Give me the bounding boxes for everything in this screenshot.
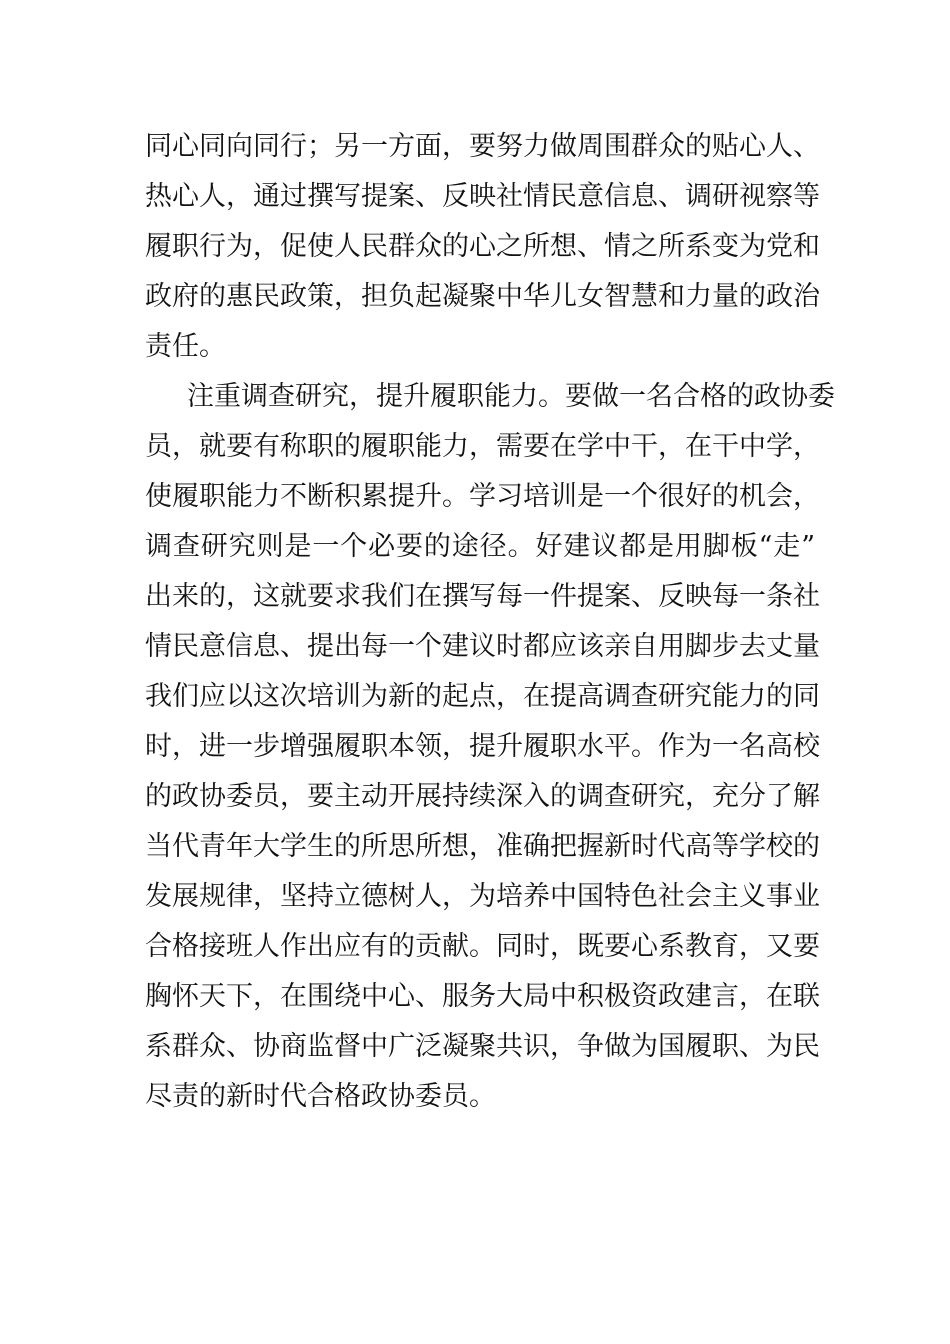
text-line: 的政协委员，要主动开展持续深入的调查研究，充分了解 (145, 781, 820, 812)
text-line: 履职行为，促使人民群众的心之所想、情之所系变为党和 (145, 231, 820, 262)
text-line: 发展规律，坚持立德树人，为培养中国特色社会主义事业 (145, 881, 820, 912)
text-line: 尽责的新时代合格政协委员。 (145, 1081, 496, 1112)
text-line: 胸怀天下，在围绕中心、服务大局中积极资政建言，在联 (145, 981, 820, 1012)
text-line: 政府的惠民政策，担负起凝聚中华儿女智慧和力量的政治 (145, 281, 820, 312)
text-line: 热心人，通过撰写提案、反映社情民意信息、调研视察等 (145, 181, 820, 212)
text-line: 同心同向同行；另一方面，要努力做周围群众的贴心人、 (145, 131, 820, 162)
text-line: 时，进一步增强履职本领，提升履职水平。作为一名高校 (145, 731, 820, 762)
text-line: 调查研究则是一个必要的途径。好建议都是用脚板“走” (145, 531, 815, 562)
text-line: 我们应以这次培训为新的起点，在提高调查研究能力的同 (145, 681, 820, 712)
paragraph-first-line: 注重调查研究，提升履职能力。要做一名合格的政协委 (187, 381, 835, 412)
text-line: 合格接班人作出应有的贡献。同时，既要心系教育，又要 (145, 931, 820, 962)
text-line: 员，就要有称职的履职能力，需要在学中干，在干中学， (145, 431, 820, 462)
text-line: 情民意信息、提出每一个建议时都应该亲自用脚步去丈量 (145, 631, 820, 662)
text-line: 当代青年大学生的所思所想，准确把握新时代高等学校的 (145, 831, 820, 862)
body-text (145, 122, 835, 1122)
text-line: 系群众、协商监督中广泛凝聚共识，争做为国履职、为民 (145, 1031, 820, 1062)
text-line: 出来的，这就要求我们在撰写每一件提案、反映每一条社 (145, 581, 820, 612)
text-line: 使履职能力不断积累提升。学习培训是一个很好的机会， (145, 481, 820, 512)
text-line: 责任。 (145, 331, 226, 362)
